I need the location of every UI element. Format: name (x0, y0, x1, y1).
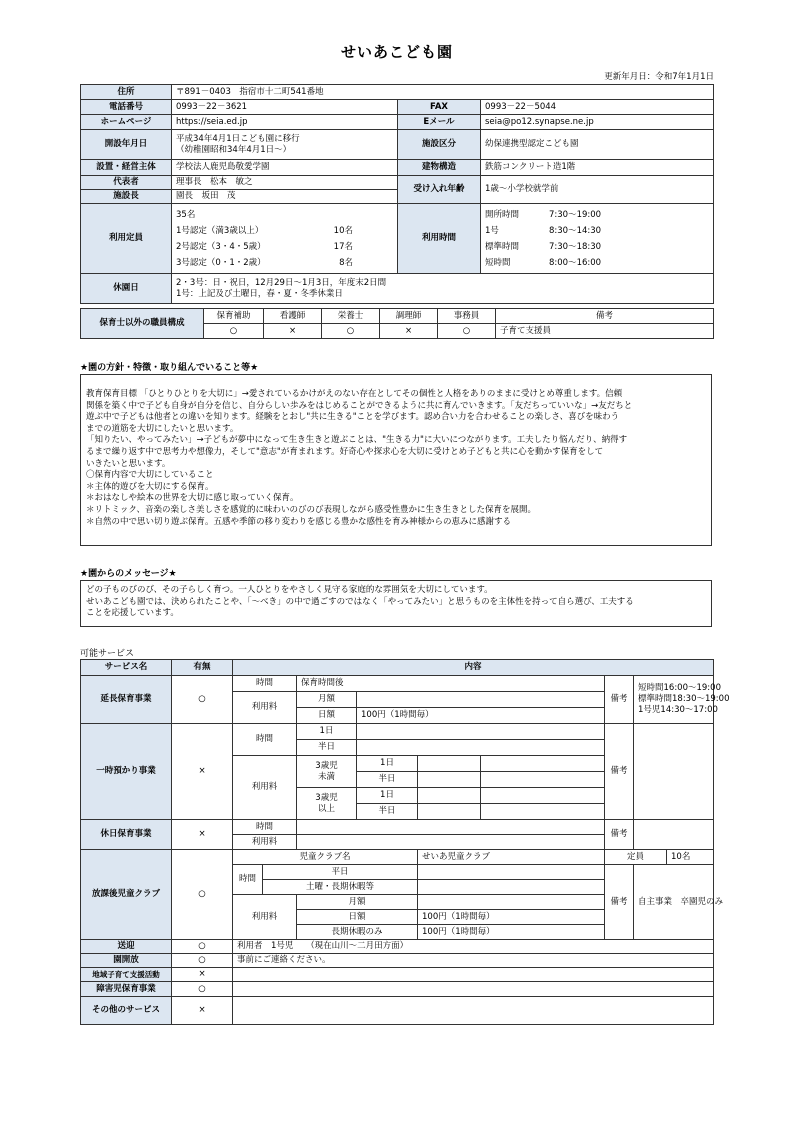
policy-box (80, 374, 712, 546)
policy-line: ＊おはなしや絵本の世界を大切に感じ取っていく保育。 (86, 493, 299, 504)
page-title: せいあこども園 (340, 43, 453, 61)
policy-line: ＊リトミック、音楽の楽しさ美しさを感覚的に味わいのびのび表現しながら感受性豊かに生き生きとした保育を展開。 (86, 504, 536, 515)
disabled-care-detail (233, 982, 714, 997)
temporary-over3-one-day-value (418, 788, 481, 804)
temporary-time-label: 時間 (233, 724, 297, 756)
hours-row (485, 255, 709, 271)
open-house-name: 園開放 (81, 954, 172, 968)
staff-value: ○ (204, 324, 264, 339)
policy-line: までの道筋を大切にしたいと思います。 (86, 423, 239, 434)
capacity-row-count: 10名 (333, 225, 353, 236)
afterschool-capacity-label: 定員 (605, 850, 667, 865)
staff-value: 子育て支援員 (496, 324, 714, 339)
temporary-over3-half-day-value (418, 804, 481, 820)
homepage-value[interactable]: https://seia.ed.jp (172, 115, 398, 130)
homepage-label: ホームページ (81, 115, 172, 130)
policy-line: 「知りたい、やってみたい」→子どもが夢中になって生き生きと遊ぶことは、"生きる力"に大いにつながります。工夫したり悩んだり、納得す (86, 435, 628, 446)
hours-row-name: 短時間 (485, 257, 511, 268)
opened-value (172, 130, 398, 160)
hours-row (485, 239, 709, 255)
open-house-detail: 事前にご連絡ください。 (233, 954, 714, 968)
extended-time-value: 保育時間後 (297, 676, 605, 692)
staff-header: 栄養士 (322, 309, 380, 324)
services-header-content: 内容 (233, 660, 714, 676)
open-house-avail: ○ (172, 954, 233, 968)
afterschool-name: 放課後児童クラブ (81, 850, 172, 940)
staff-value: × (380, 324, 438, 339)
community-support-avail: × (172, 968, 233, 982)
extended-note-line: 短時間16:00～19:00 (638, 683, 721, 693)
services-header-avail: 有無 (172, 660, 233, 676)
capacity-value (172, 204, 398, 274)
afterschool-fee-label: 利用料 (233, 895, 297, 940)
hours-row-name: 開所時間 (485, 209, 520, 220)
temporary-under3-label: 3歳児 未満 (297, 756, 357, 788)
holiday-label: 休園日 (81, 274, 172, 304)
opened-line-1: 平成34年4月1日こども園に移行 (176, 133, 300, 144)
hours-row (485, 207, 709, 223)
hours-row-time: 8:30～14:30 (549, 225, 602, 236)
capacity-row-name: 1号認定（満3歳以上） (176, 225, 264, 236)
disabled-care-avail: ○ (172, 982, 233, 997)
extended-time-label: 時間 (233, 676, 297, 692)
holiday-value (172, 274, 714, 304)
other-service-name: その他のサービス (81, 997, 172, 1025)
hours-label: 利用時間 (398, 204, 481, 274)
temporary-note-value (634, 724, 714, 820)
capacity-row-count: 8名 (339, 257, 353, 268)
capacity-label: 利用定員 (81, 204, 172, 274)
staff-header: 備考 (496, 309, 714, 324)
director-value: 園長 坂田 茂 (172, 190, 398, 204)
extended-daily-value: 100円（1時間毎） (357, 708, 605, 724)
staff-header: 調理師 (380, 309, 438, 324)
afterschool-saturday-value (418, 880, 605, 895)
extended-note-line: 1号児14:30～17:00 (638, 705, 718, 715)
policy-line: 遊ぶ中で子どもは他者との違いを知ります。経験をとおし"共に生きる"ことを学びます。認め合い力を合わせることの楽しさ、喜びを味わう (86, 412, 620, 423)
afterschool-time-label: 時間 (233, 865, 263, 895)
address-value: 〒891－0403 指宿市十二町541番地 (172, 85, 714, 100)
ages-value: 1歳～小学校就学前 (481, 176, 714, 204)
temporary-spacer (481, 788, 605, 804)
hours-row-name: 標準時間 (485, 241, 520, 252)
holiday-time-label: 時間 (233, 820, 297, 835)
afterschool-club-value: せいあ児童クラブ (418, 850, 605, 865)
temporary-under3-one-day-value (418, 756, 481, 772)
hours-row (485, 223, 709, 239)
temporary-over3-one-day: 1日 (357, 788, 418, 804)
temporary-over3-label: 3歳児 以上 (297, 788, 357, 820)
afterschool-monthly-label: 月額 (297, 895, 418, 910)
extended-monthly-value (357, 692, 605, 708)
policy-line: 〇保育内容で大切にしていること (86, 470, 214, 481)
services-label: 可能サービス (80, 649, 135, 659)
other-service-detail (233, 997, 714, 1025)
afterschool-daily-value: 100円（1時間毎） (418, 910, 605, 925)
operator-value: 学校法人鹿児島敬愛学園 (172, 160, 398, 176)
email-label: Eメール (398, 115, 481, 130)
holiday-fee-value (297, 835, 605, 850)
temporary-spacer (481, 756, 605, 772)
policy-line: 教育保育目標 「ひとりひとりを大切に」→愛されているかけがえのない存在としてその個性と人格をありのままに受けとめ尊重します。信頼 (86, 389, 623, 399)
transport-avail: ○ (172, 940, 233, 954)
capacity-row (176, 239, 393, 255)
afterschool-weekday-label: 平日 (263, 865, 418, 880)
staff-value: ○ (438, 324, 496, 339)
staff-table (80, 308, 714, 339)
address-label: 住所 (81, 85, 172, 100)
representative-label: 代表者 (81, 176, 172, 190)
temporary-spacer (481, 772, 605, 788)
policy-line: いきたいと思います。 (86, 458, 171, 469)
afterschool-capacity-value: 10名 (667, 850, 714, 865)
capacity-row (176, 255, 393, 271)
afterschool-long-break-label: 長期休暇のみ (297, 925, 418, 940)
staff-header: 事務員 (438, 309, 496, 324)
staff-value: × (264, 324, 322, 339)
afterschool-saturday-label: 土曜・長期休暇等 (263, 880, 418, 895)
temporary-care-name: 一時預かり事業 (81, 724, 172, 820)
services-header-name: サービス名 (81, 660, 172, 676)
hours-row-time: 7:30～19:00 (549, 209, 602, 220)
staff-value: ○ (322, 324, 380, 339)
afterschool-avail: ○ (172, 850, 233, 940)
policy-line: 関係を築く中で子ども自身が自分を信じ、自分らしい歩みをはじめることができるように共に育んでいきます。「友だちっていいな」→友だちと (86, 400, 633, 411)
hours-row-time: 7:30～18:30 (549, 241, 602, 252)
temporary-spacer (481, 804, 605, 820)
hours-value (481, 204, 714, 274)
phone-label: 電話番号 (81, 100, 172, 115)
staff-label: 保育士以外の職員構成 (81, 309, 204, 339)
temporary-one-day-label: 1日 (297, 724, 357, 740)
temporary-care-avail: × (172, 724, 233, 820)
temporary-one-day-value (357, 724, 605, 740)
transport-name: 送迎 (81, 940, 172, 954)
extended-note-value (634, 676, 730, 724)
operator-label: 設置・経営主体 (81, 160, 172, 176)
structure-value: 鉄筋コンクリート造1階 (481, 160, 714, 176)
extended-note-line: 標準時間18:30～19:00 (638, 694, 730, 704)
disabled-care-name: 障害児保育事業 (81, 982, 172, 997)
temporary-fee-label: 利用料 (233, 756, 297, 820)
updated-date: 更新年月日：令和7年1月1日 (604, 72, 714, 82)
policy-line: るまで繰り返す中で思考力や想像力，そして"意志"が育まれます。好奇心や探求心を大切に受けとめ子どもと共に心を動かす保育をして (86, 446, 604, 457)
opened-line-2: （幼稚園昭和34年4月1日～） (176, 144, 292, 155)
director-label: 施設長 (81, 190, 172, 204)
holiday-line-2: 1号：上記及び土曜日，春・夏・冬季休業日 (176, 288, 343, 299)
temporary-over3-half-day: 半日 (357, 804, 418, 820)
temporary-under3-one-day: 1日 (357, 756, 418, 772)
capacity-row-count: 17名 (333, 241, 353, 252)
category-value: 幼保連携型認定こども園 (481, 130, 714, 160)
transport-detail: 利用者 1号児 （現在山川～二月田方面） (233, 940, 714, 954)
capacity-row (176, 223, 393, 239)
fax-value: 0993－22－5044 (481, 100, 714, 115)
temporary-half-day-value (357, 740, 605, 756)
afterschool-note-label: 備考 (605, 865, 634, 940)
facility-info-table (80, 84, 714, 304)
holiday-note-label: 備考 (605, 820, 634, 850)
holiday-care-avail: × (172, 820, 233, 850)
opened-label: 開設年月日 (81, 130, 172, 160)
policy-line: ＊主体的遊びを大切にする保育。 (86, 481, 214, 492)
extended-daily-label: 日額 (297, 708, 357, 724)
holiday-care-name: 休日保育事業 (81, 820, 172, 850)
message-line: ことを応援しています。 (86, 608, 179, 619)
afterschool-monthly-value (418, 895, 605, 910)
other-service-avail: × (172, 997, 233, 1025)
capacity-total: 35名 (176, 209, 196, 220)
message-line: どの子ものびのび、その子らしく育つ。一人ひとりをやさしく見守る家庭的な雰囲気を大切にしています。 (86, 585, 493, 595)
capacity-row-name: 3号認定（0・1・2歳） (176, 257, 266, 268)
phone-value: 0993－22－3621 (172, 100, 398, 115)
staff-header: 看護師 (264, 309, 322, 324)
message-heading: ★園からのメッセージ★ (80, 569, 177, 579)
extended-monthly-label: 月額 (297, 692, 357, 708)
afterschool-long-break-value: 100円（1時間毎） (418, 925, 605, 940)
hours-row-name: 1号 (485, 225, 499, 236)
afterschool-weekday-value (418, 865, 605, 880)
temporary-half-day-label: 半日 (297, 740, 357, 756)
temporary-note-label: 備考 (605, 724, 634, 820)
holiday-time-value (297, 820, 605, 835)
extended-fee-label: 利用料 (233, 692, 297, 724)
policy-heading: ★園の方針・特徴・取り組んでいること等★ (80, 363, 259, 373)
fax-label: FAX (398, 100, 481, 115)
message-line: せいあこども園では、決められたことや、「～べき」の中で過ごすのではなく「やってみたい」と思うものを主体性を持って自ら選び、工夫する (86, 596, 634, 607)
message-box (80, 580, 712, 627)
email-value[interactable]: seia@po12.synapse.ne.jp (481, 115, 714, 130)
capacity-row-name: 2号認定（3・4・5歳） (176, 241, 266, 252)
afterschool-club-label: 児童クラブ名 (233, 850, 418, 865)
category-label: 施設区分 (398, 130, 481, 160)
structure-label: 建物構造 (398, 160, 481, 176)
afterschool-note-value: 自主事業 卒園児のみ (634, 865, 714, 940)
temporary-under3-half-day-value (418, 772, 481, 788)
holiday-note-value (634, 820, 714, 850)
extended-care-name: 延長保育事業 (81, 676, 172, 724)
representative-value: 理事長 松本 敏之 (172, 176, 398, 190)
extended-note-label: 備考 (605, 676, 634, 724)
services-table (80, 659, 730, 1025)
community-support-detail (233, 968, 714, 982)
holiday-fee-label: 利用料 (233, 835, 297, 850)
staff-header: 保育補助 (204, 309, 264, 324)
extended-care-avail: ○ (172, 676, 233, 724)
ages-label: 受け入れ年齢 (398, 176, 481, 204)
temporary-under3-half-day: 半日 (357, 772, 418, 788)
afterschool-daily-label: 日額 (297, 910, 418, 925)
hours-row-time: 8:00～16:00 (549, 257, 602, 268)
community-support-name: 地域子育て支援活動 (81, 968, 172, 982)
holiday-line-1: 2・3号：日・祝日，12月29日～1月3日，年度末2日間 (176, 277, 387, 288)
policy-line: ＊自然の中で思い切り遊ぶ保育。五感や季節の移り変わりを感じる豊かな感性を育み神様からの恵みに感謝する (86, 516, 512, 527)
